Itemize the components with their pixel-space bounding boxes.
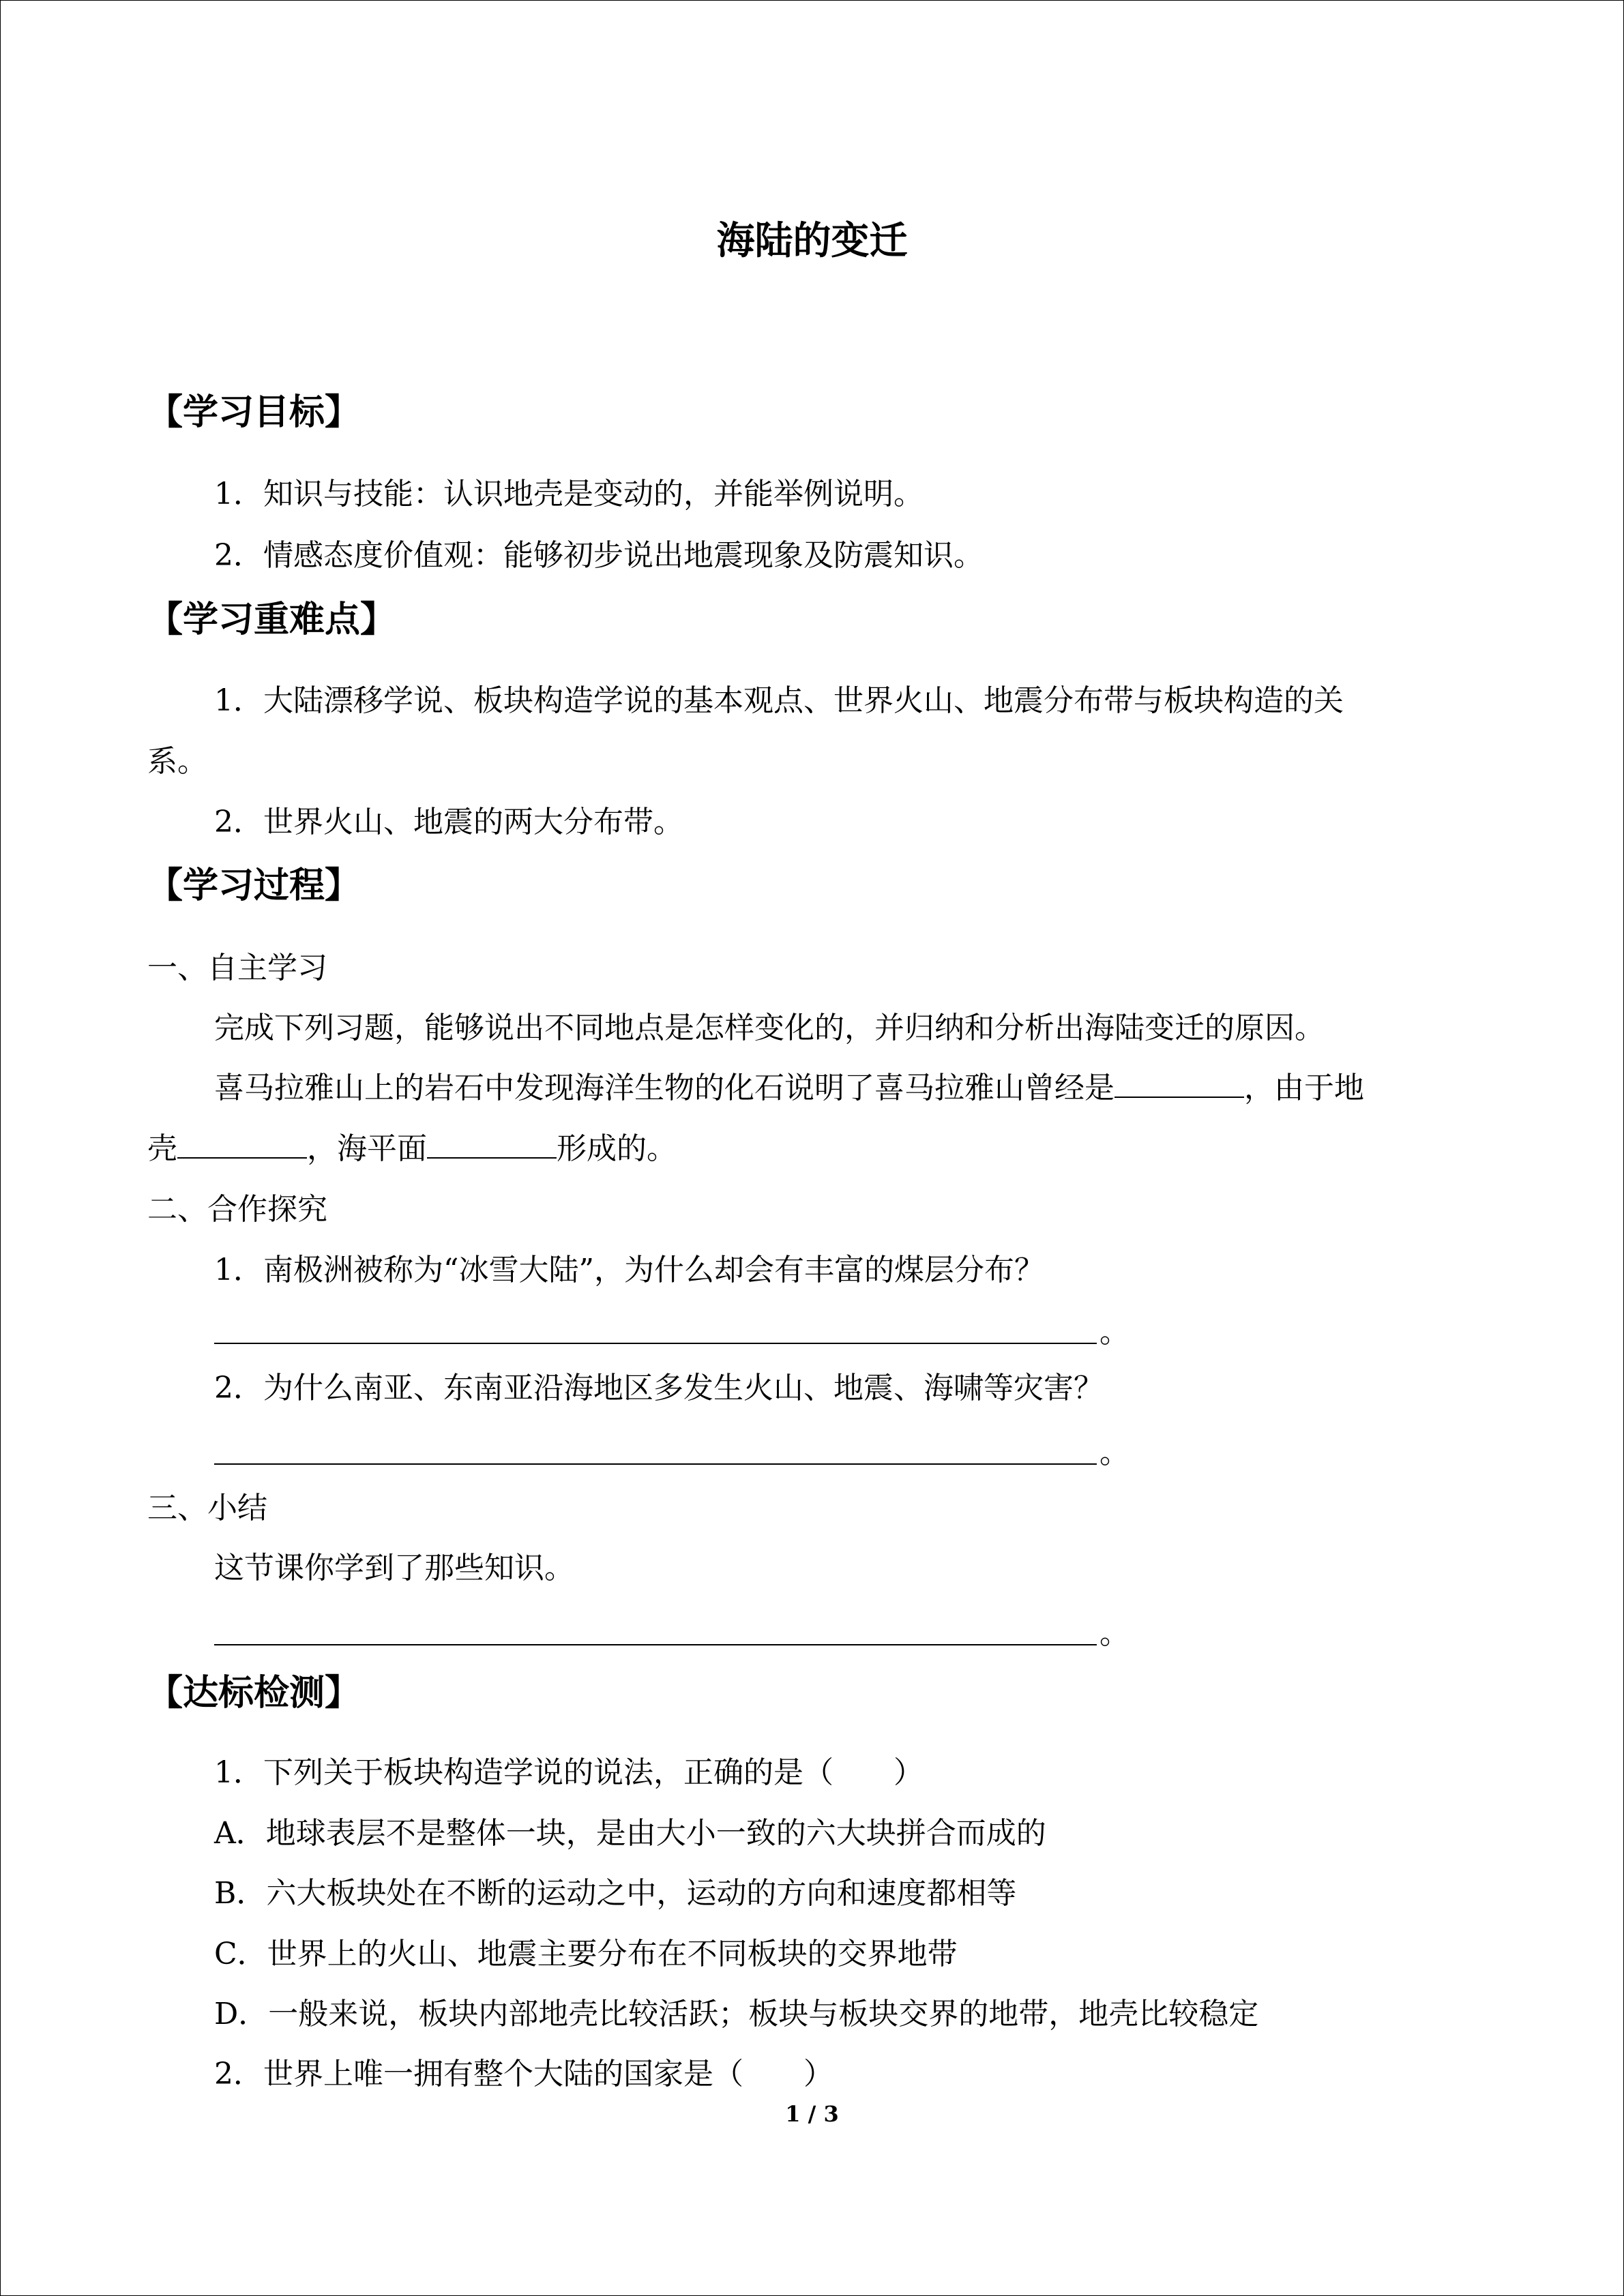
check-heading: 【达标检测】 bbox=[147, 1672, 361, 1714]
fill-in-line-2 bbox=[147, 1130, 677, 1168]
goal-item-2: 2．情感态度价值观：能够初步说出地震现象及防震知识。 bbox=[214, 538, 984, 573]
key-point-2: 2．世界火山、地震的两大分布带。 bbox=[214, 805, 683, 839]
self-study-intro: 完成下列习题，能够说出不同地点是怎样变化的，并归纳和分析出海陆变迁的原因。 bbox=[214, 1011, 1325, 1045]
option-b: B．六大板块处在不断的运动之中，运动的方向和速度都相等 bbox=[214, 1876, 1017, 1911]
fill-text-4: ，海平面 bbox=[307, 1131, 427, 1166]
key-points-heading: 【学习重难点】 bbox=[147, 599, 396, 640]
option-d: D．一般来说，板块内部地壳比较活跃；板块与板块交界的地带，地壳比较稳定 bbox=[214, 1997, 1259, 2031]
fill-blank-1[interactable] bbox=[1114, 1069, 1244, 1098]
key-point-1-line-1: 1．大陆漂移学说、板块构造学说的基本观点、世界火山、地震分布带与板块构造的关 bbox=[214, 683, 1344, 718]
page-number: 1 / 3 bbox=[785, 2101, 839, 2127]
cooperation-question-1: 1．南极洲被称为“冰雪大陆”，为什么却会有丰富的煤层分布？ bbox=[214, 1253, 1044, 1287]
fill-blank-2[interactable] bbox=[177, 1130, 307, 1159]
summary-prompt: 这节课你学到了那些知识。 bbox=[214, 1551, 574, 1585]
goals-heading: 【学习目标】 bbox=[147, 391, 361, 433]
fill-text-5: 形成的。 bbox=[557, 1131, 677, 1166]
option-c: C．世界上的火山、地震主要分布在不同板块的交界地带 bbox=[214, 1937, 958, 1971]
fill-text-1: 喜马拉雅山上的岩石中发现海洋生物的化石说明了喜马拉雅山曾经是 bbox=[214, 1071, 1114, 1105]
answer-line-1[interactable] bbox=[214, 1343, 1097, 1344]
cooperation-question-2: 2．为什么南亚、东南亚沿海地区多发生火山、地震、海啸等灾害？ bbox=[214, 1371, 1104, 1405]
key-point-1-line-2: 系。 bbox=[147, 744, 207, 779]
option-a: A．地球表层不是整体一块，是由大小一致的六大块拼合而成的 bbox=[214, 1816, 1046, 1851]
process-heading: 【学习过程】 bbox=[147, 865, 361, 906]
check-question-2: 2．世界上唯一拥有整个大陆的国家是（ ） bbox=[214, 2057, 833, 2091]
self-study-heading: 一、自主学习 bbox=[147, 951, 327, 985]
fill-in-line-1 bbox=[214, 1069, 1364, 1107]
goal-item-1: 1．知识与技能：认识地壳是变动的，并能举例说明。 bbox=[214, 477, 924, 511]
answer-line-2[interactable] bbox=[214, 1463, 1097, 1465]
document-title: 海陆的变迁 bbox=[716, 218, 908, 263]
answer-end-2: 。 bbox=[1099, 1435, 1130, 1470]
fill-text-2: ，由于地 bbox=[1244, 1071, 1364, 1105]
cooperation-heading: 二、合作探究 bbox=[147, 1192, 327, 1227]
fill-text-3: 壳 bbox=[147, 1131, 177, 1166]
check-question-1: 1．下列关于板块构造学说的说法，正确的是（ ） bbox=[214, 1755, 924, 1790]
answer-line-3[interactable] bbox=[214, 1644, 1097, 1645]
answer-end-1: 。 bbox=[1099, 1315, 1130, 1350]
fill-blank-3[interactable] bbox=[427, 1130, 557, 1159]
summary-heading: 三、小结 bbox=[147, 1491, 267, 1525]
answer-end-3: 。 bbox=[1099, 1616, 1130, 1651]
